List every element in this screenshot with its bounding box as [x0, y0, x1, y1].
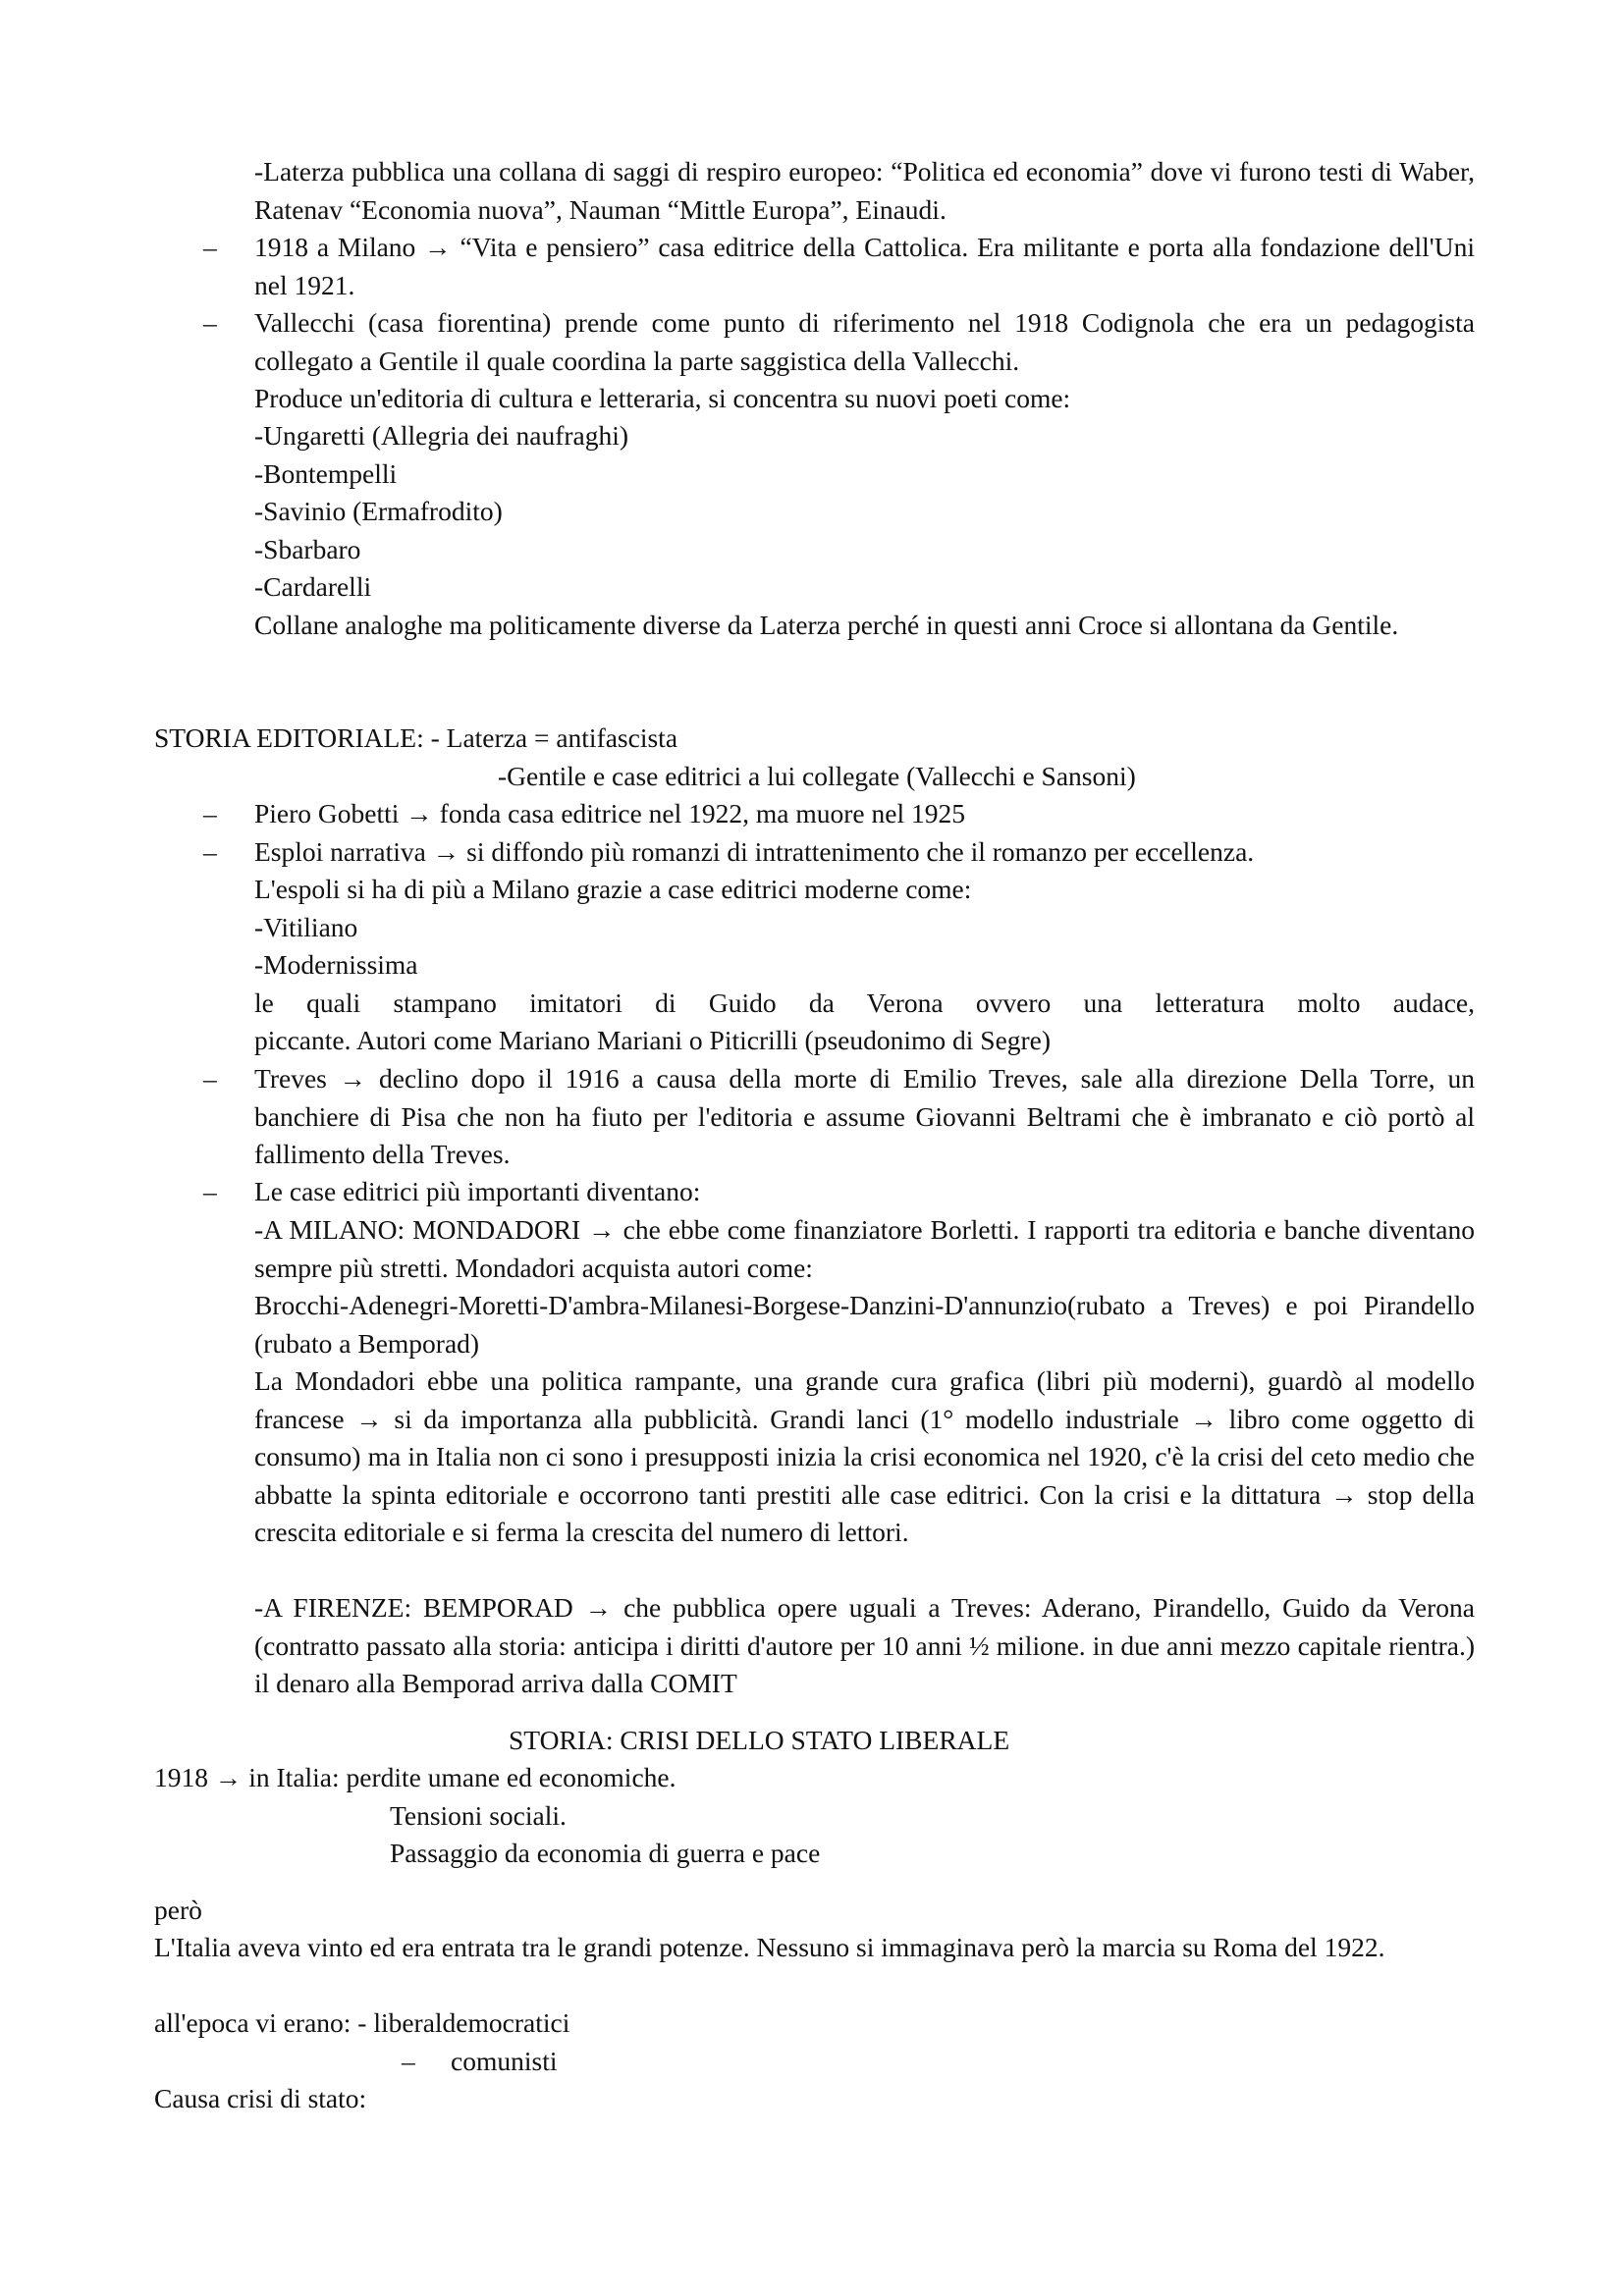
crisi-causa: Causa crisi di stato:	[154, 2083, 367, 2113]
case-intro: Le case editrici più importanti diventano:	[254, 1176, 701, 1206]
poet-item: -Ungaretti (Allegria dei naufraghi)	[254, 420, 629, 451]
firenze-bemporad: -A FIRENZE: BEMPORAD → che pubblica opere uguali a Treves: Aderano, Pirandello, Guido da Verona (contratto passato alla storia: anticipa i diritti d'autore per 10 anni ½ milione. in due anni mezzo capitale rientra.) il denaro alla Bemporad arriva dalla COMIT	[254, 1592, 1475, 1698]
vita-e-pensiero-item: 1918 a Milano → “Vita e pensiero” casa editrice della Cattolica. Era militante e porta alla fondazione dell'Uni nel 1921.	[254, 232, 1475, 300]
vallecchi-produce: Produce un'editoria di cultura e letteraria, si concentra su nuovi poeti come:	[254, 383, 1071, 413]
crisi-line3: Passaggio da economia di guerra e pace	[390, 1838, 821, 1868]
poet-item: -Savinio (Ermafrodito)	[254, 496, 503, 526]
milano-mondadori: -A MILANO: MONDADORI → che ebbe come finanziatore Borletti. I rapporti tra editoria e banche diventano sempre più stretti. Mondadori acquista autori come:	[254, 1214, 1475, 1283]
list-dash: –	[203, 307, 217, 338]
collane-paragraph: Collane analoghe ma politicamente diverse da Laterza perché in questi anni Croce si allontana da Gentile.	[254, 610, 1399, 640]
crisi-title: STORIA: CRISI DELLO STATO LIBERALE	[509, 1725, 1010, 1755]
list-dash: –	[203, 798, 217, 828]
crisi-epoca: all'epoca vi erano: - liberaldemocratici	[154, 2007, 570, 2038]
gobetti-item: Piero Gobetti → fonda casa editrice nel 1922, ma muore nel 1925	[254, 798, 965, 828]
storia-editoriale-heading: STORIA EDITORIALE: - Laterza = antifascista	[154, 722, 678, 753]
mondadori-politica: La Mondadori ebbe una politica rampante, una grande cura grafica (libri più moderni), guardò al modello francese → si da importanza alla pubblicità. Grandi lanci (1° modello industriale → libro come oggetto di consumo) ma in Italia non ci sono i presupposti inizia la crisi economica nel 1920, c'è la crisi del ceto medio che abbatte la spinta editoriale e occorrono tanti prestiti alle case editrici. Con la crisi e la dittatura → stop della crescita editoriale e si ferma la crescita del numero di lettori.	[254, 1365, 1475, 1547]
laterza-paragraph: -Laterza pubblica una collana di saggi di respiro europeo: “Politica ed economia” dove vi furono testi di Waber, Ratenav “Economia nuova”, Nauman “Mittle Europa”, Einaudi.	[254, 156, 1475, 225]
poet-item: -Cardarelli	[254, 571, 372, 602]
publisher-item: -Vitiliano	[254, 912, 358, 942]
vallecchi-paragraph: Vallecchi (casa fiorentina) prende come punto di riferimento nel 1918 Codignola che era un pedagogista collegato a Gentile il quale coordina la parte saggistica della Vallecchi.	[254, 307, 1475, 376]
crisi-italia: L'Italia aveva vinto ed era entrata tra le grandi potenze. Nessuno si immaginava però la marcia su Roma del 1922.	[154, 1932, 1385, 1962]
list-dash: –	[203, 836, 217, 867]
poet-item: -Sbarbaro	[254, 534, 361, 564]
esploi-quali2: piccante. Autori come Mariano Mariani o Piticrilli (pseudonimo di Segre)	[254, 1025, 1052, 1055]
esploi-line2: L'espoli si ha di più a Milano grazie a case editrici moderne come:	[254, 874, 972, 904]
list-dash: –	[203, 1063, 217, 1094]
crisi-comunisti: comunisti	[451, 2046, 558, 2076]
esploi-item: Esploi narrativa → si diffondo più romanzi di intrattenimento che il romanzo per eccellenza.	[254, 836, 1255, 867]
treves-item: Treves → declino dopo il 1916 a causa della morte di Emilio Treves, sale alla direzione Della Torre, un banchiere di Pisa che non ha fiuto per l'editoria e assume Giovanni Beltrami che è imbranato e ciò portò al fallimento della Treves.	[254, 1063, 1475, 1169]
mondadori-autori: Brocchi-Adenegri-Moretti-D'ambra-Milanesi-Borgese-Danzini-D'annunzio(rubato a Treves) e poi Pirandello (rubato a Bemporad)	[254, 1290, 1475, 1359]
crisi-line1: 1918 → in Italia: perdite umane ed economiche.	[154, 1762, 676, 1792]
list-dash: –	[203, 1176, 217, 1206]
crisi-line2: Tensioni sociali.	[390, 1800, 567, 1831]
list-dash: –	[402, 2046, 415, 2076]
poet-item: -Bontempelli	[254, 458, 398, 489]
list-dash: –	[203, 232, 217, 262]
crisi-pero: però	[154, 1895, 202, 1925]
storia-editoriale-line2: -Gentile e case editrici a lui collegate (Vallecchi e Sansoni)	[498, 761, 1136, 791]
esploi-quali: le quali stampano imitatori di Guido da Verona ovvero una letteratura molto audace,	[254, 988, 1475, 1018]
publisher-item: -Modernissima	[254, 949, 418, 980]
